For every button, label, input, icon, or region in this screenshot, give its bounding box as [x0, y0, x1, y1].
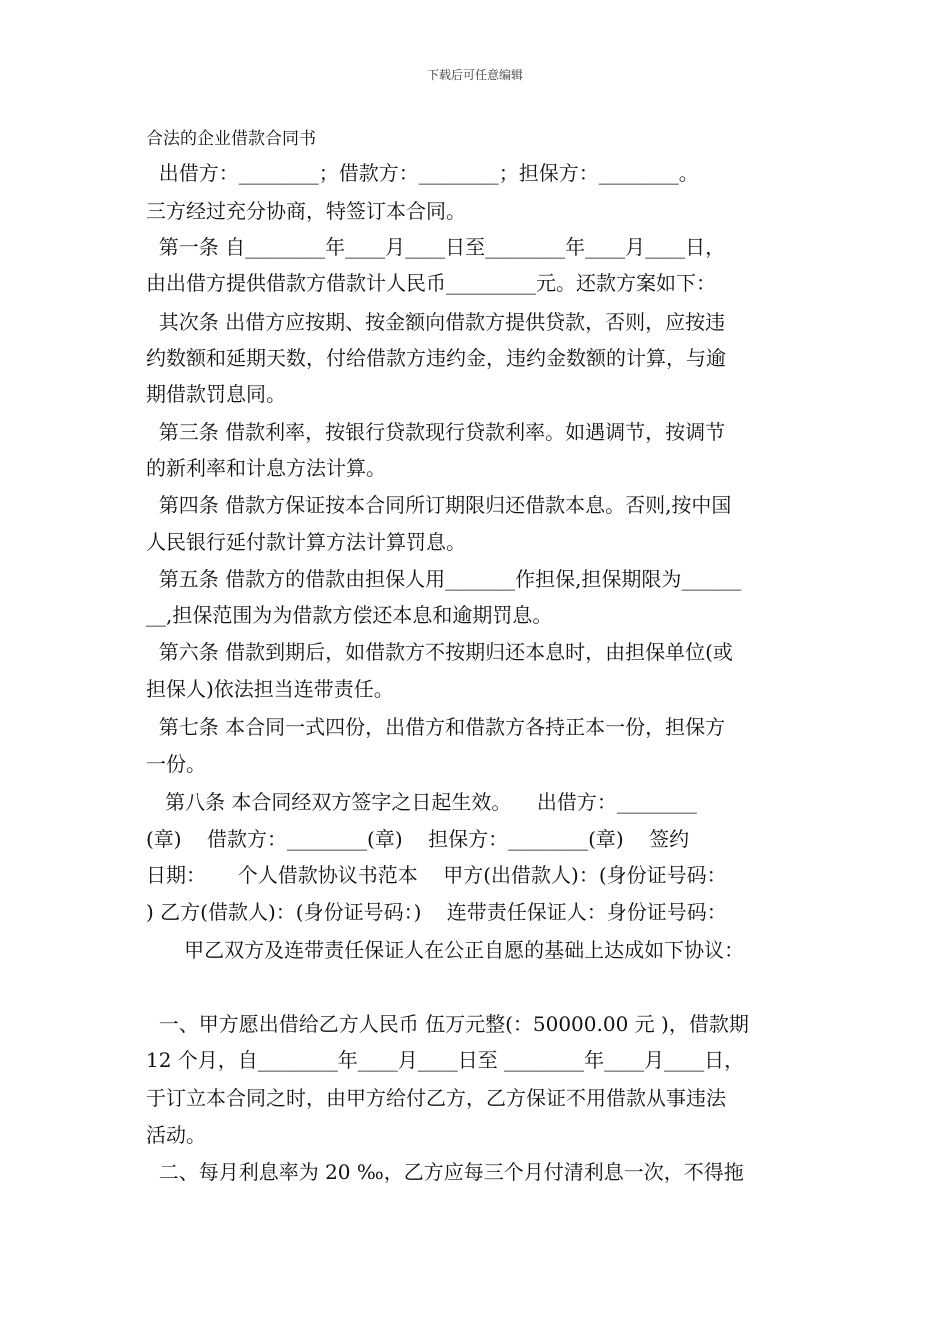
page-header: 下载后可任意编辑 [426, 68, 523, 82]
body-line: 第八条 本合同经双方签字之日起生效。 出借方：________ [146, 790, 697, 814]
body-line: 第一条 自________年____月____日至________年____月____日， [146, 235, 726, 259]
body-line: 一份。 [146, 752, 206, 776]
body-line: 出借方：________；借款方：________；担保方：________。 [146, 161, 699, 185]
body-line: 日期： 个人借款协议书范本 甲方(出借款人)：(身份证号码： [146, 863, 727, 887]
body-line: 第三条 借款利率，按银行贷款现行贷款利率。如遇调节，按调节 [146, 420, 726, 444]
body-line: 期借款罚息同。 [146, 382, 286, 406]
document-title: 合法的企业借款合同书 [146, 129, 316, 149]
body-line: 三方经过充分协商，特签订本合同。 [146, 199, 466, 223]
body-line: 12 个月，自________年____月____日至 ________年____月____日， [146, 1048, 745, 1072]
body-line: 一、甲方愿出借给乙方人民币 伍万元整(：50000.00 元 )，借款期 [146, 1012, 749, 1036]
body-line: ) 乙方(借款人)：(身份证号码：) 连带责任保证人：身份证号码： [146, 900, 727, 924]
body-line: 第五条 借款方的借款由担保人用_______作担保,担保期限为______ [146, 567, 742, 591]
body-line: 约数额和延期天数，付给借款方违约金，违约金数额的计算，与逾 [146, 346, 726, 370]
body-line: 第四条 借款方保证按本合同所订期限归还借款本息。否则,按中国 [146, 493, 732, 517]
body-line: 第七条 本合同一式四份，出借方和借款方各持正本一份，担保方 [146, 715, 726, 739]
body-line: 第六条 借款到期后，如借款方不按期归还本息时，由担保单位(或 [146, 640, 733, 664]
body-line: __,担保范围为为借款方偿还本息和逾期罚息。 [146, 603, 553, 627]
body-line: 由出借方提供借款方借款计人民币_________元。还款方案如下： [146, 271, 716, 295]
body-line: 活动。 [146, 1123, 206, 1147]
body-line: 二、每月利息率为 20 ‰，乙方应每三个月付清利息一次，不得拖 [146, 1160, 744, 1184]
body-line: 担保人)依法担当连带责任。 [146, 677, 394, 701]
body-line: 人民银行延付款计算方法计算罚息。 [146, 530, 466, 554]
body-line: 的新利率和计息方法计算。 [146, 456, 386, 480]
body-line: 于订立本合同之时，由甲方给付乙方，乙方保证不用借款从事违法 [146, 1086, 726, 1110]
body-line: 其次条 出借方应按期、按金额向借款方提供贷款，否则，应按违 [146, 310, 726, 334]
body-line: 甲乙双方及连带责任保证人在公正自愿的基础上达成如下协议： [146, 938, 745, 962]
body-line: (章) 借款方：________(章) 担保方：________(章) 签约 [146, 827, 690, 851]
